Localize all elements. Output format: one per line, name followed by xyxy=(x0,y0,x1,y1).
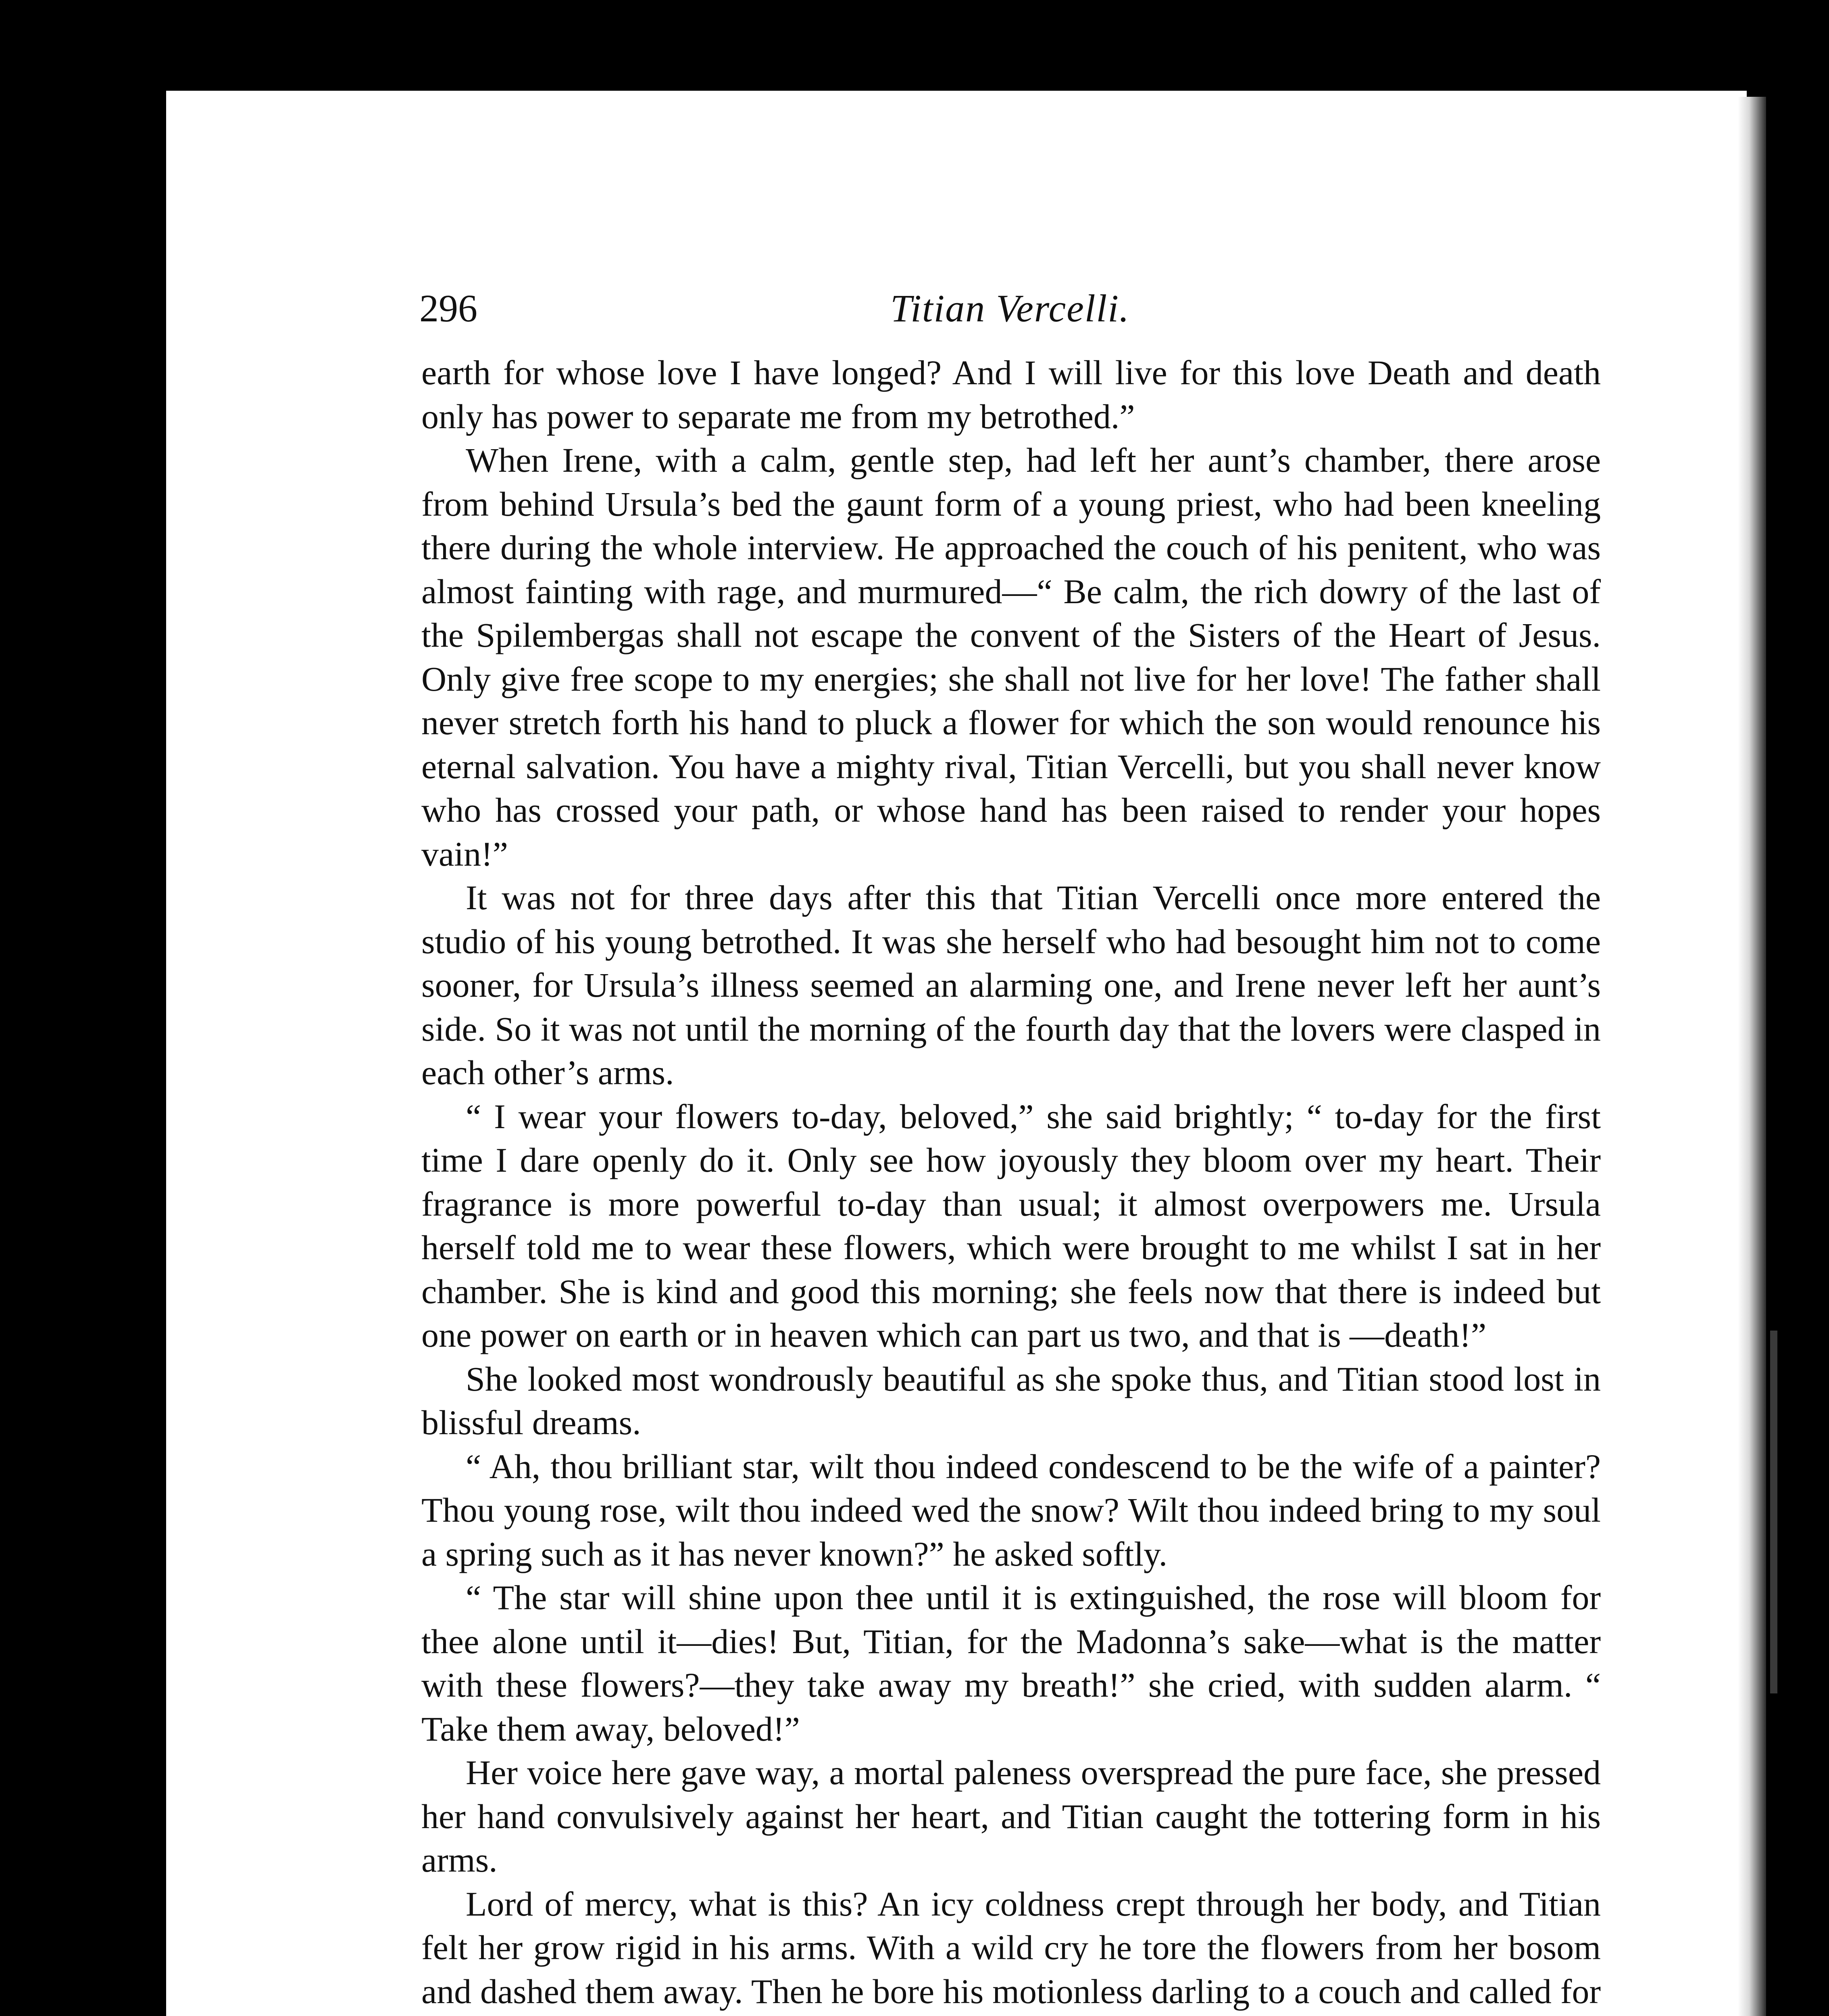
page-header xyxy=(419,278,1601,339)
paragraph-5: She looked most wondrously beautiful as she spoke thus, and Titian stood lost in blissful dreams. xyxy=(421,1359,1601,1442)
binding-mark xyxy=(1770,1331,1777,1693)
paragraph-4: “ I wear your flowers to-day, beloved,” she said brightly; “ to-day for the first time I dare openly do it. Only see how joyously they bloom over my heart. Their fragrance is more powerful to-day than usual; it almost overpowers me. Ursula herself told me to wear these flowers, which were brought to me whilst I sat in her chamber. She is kind and good this morning; she feels now that there is indeed but one power on earth or in heaven which can part us two, and that is —death!” xyxy=(421,1097,1601,1354)
page-number: 296 xyxy=(419,287,477,330)
paragraph-9: Lord of mercy, what is this? An icy coldness crept through her body, and Titian felt her grow rigid in his arms. With a wild cry he tore the flowers from her bosom and dashed them away. Then he bore his motionless darling to a couch and called for xyxy=(421,1884,1601,2011)
paragraph-2: When Irene, with a calm, gentle step, had left her aunt’s chamber, there arose from behind Ursula’s bed the gaunt form of a young priest, who had been kneeling there during the whole interview. He approached the couch of his penitent, who was almost fainting with rage, and murmured—“ Be calm, the rich dowry of the last of the Spilembergas shall not escape the convent of the Sisters of the Heart of Jesus. Only give free scope to my energies; she shall not live for her love! The father shall never stretch forth his hand to pluck a flower for which the son would renounce his eternal salvation. You have a mighty rival, Titian Vercelli, but you shall never know who has crossed your path, or whose hand has been raised to render your hopes vain!” xyxy=(421,441,1601,873)
paragraph-8: Her voice here gave way, a mortal paleness overspread the pure face, she pressed her hand convulsively against her heart, and Titian caught the tottering form in his arms. xyxy=(421,1753,1601,1879)
paragraph-6: “ Ah, thou brilliant star, wilt thou indeed condescend to be the wife of a painter? Thou young rose, wilt thou indeed wed the snow? Wilt thou indeed bring to my soul a spring such as it has never known?” he asked softly. xyxy=(421,1447,1601,1573)
paragraph-3: It was not for three days after this that Titian Vercelli once more entered the studio of his young betrothed. It was she herself who had besought him not to come sooner, for Ursula’s illness seemed an alarming one, and Irene never left her aunt’s side. So it was not until the morning of the fourth day that the lovers were clasped in each other’s arms. xyxy=(421,878,1601,1092)
paragraph-7: “ The star will shine upon thee until it is extinguished, the rose will bloom for thee alone until it—dies! But, Titian, for the Madonna’s sake—what is the matter with these flowers?—they take away my breath!” she cried, with sudden alarm. “ Take them away, beloved!” xyxy=(421,1578,1601,1748)
body-text xyxy=(421,351,1601,2016)
running-title: Titian Vercelli. xyxy=(890,287,1130,330)
paragraph-1: earth for whose love I have longed? And I will live for this love Death and death only has power to separate me from my betrothed.” xyxy=(421,353,1601,436)
page-edge-shadow xyxy=(1738,97,1766,2016)
